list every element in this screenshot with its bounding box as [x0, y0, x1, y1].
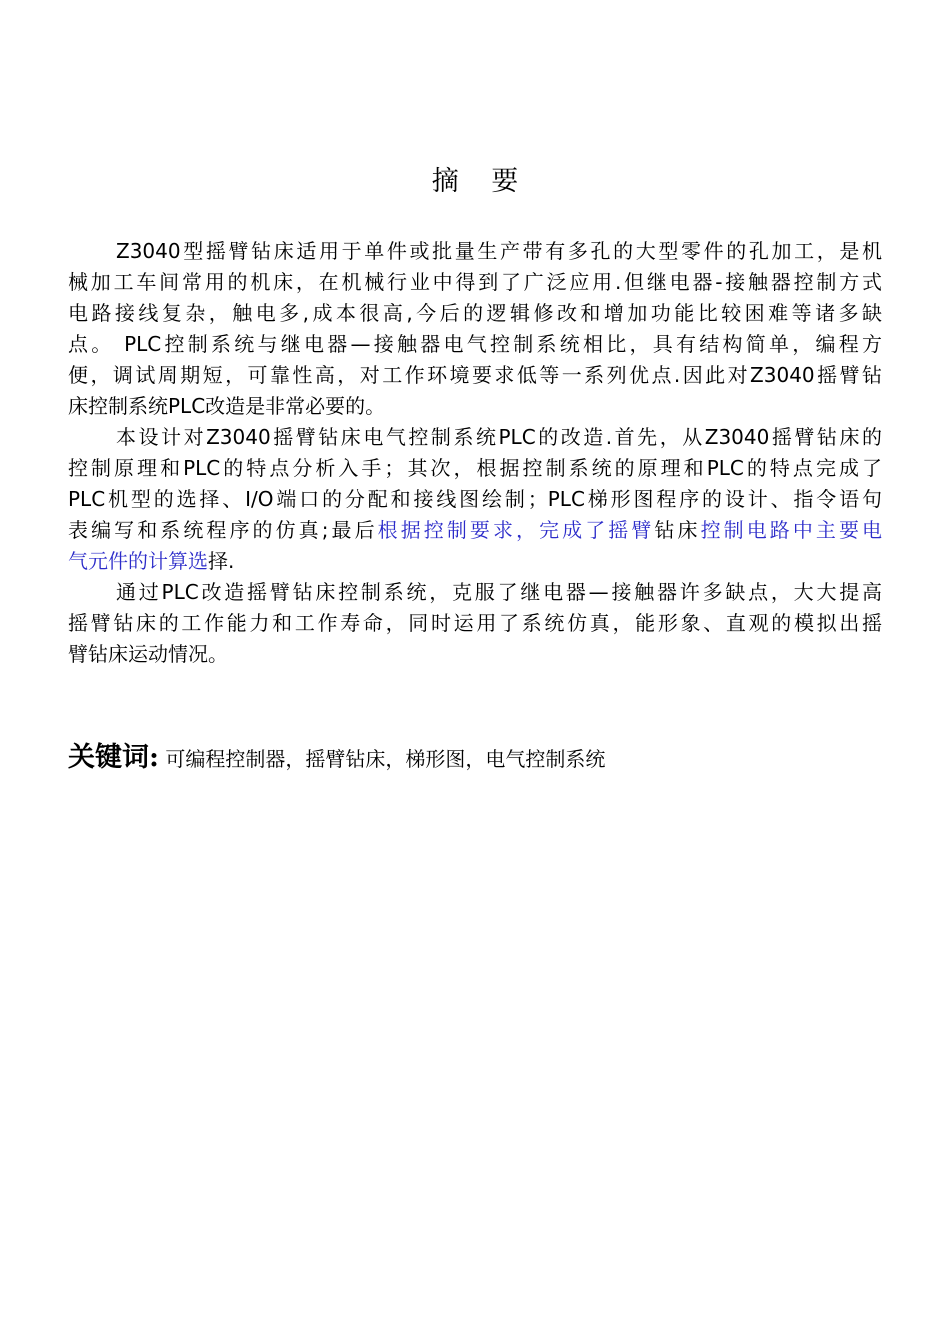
p1-line-5: 便，调试周期短，可靠性高，对工作环境要求低等一系列优点.因此对Z3040摇臂钻 — [68, 363, 882, 387]
keywords-line — [68, 738, 882, 778]
p1-line-4: 点。 PLC控制系统与继电器—接触器电气控制系统相比，具有结构简单，编程方 — [68, 332, 882, 356]
p2-line-3: PLC机型的选择、I/O端口的分配和接线图绘制；PLC梯形图程序的设计、指令语句 — [68, 487, 882, 511]
p3-line-3: 臂钻床运动情况。 — [68, 642, 228, 666]
p1-line-6: 床控制系统PLC改造是非常必要的。 — [68, 394, 386, 418]
abstract-body — [68, 236, 882, 670]
p3-line-1: 通过PLC改造摇臂钻床控制系统，克服了继电器—接触器许多缺点，大大提高 — [116, 580, 882, 604]
p2-line-4-blue-2: 控制电路中主要电 — [700, 518, 882, 542]
p2-line-5-black: 择. — [208, 549, 235, 573]
paragraph-2 — [68, 422, 882, 577]
paragraph-3 — [68, 577, 882, 670]
p2-line-2: 控制原理和PLC的特点分析入手；其次，根据控制系统的原理和PLC的特点完成了 — [68, 456, 882, 480]
p1-line-1: Z3040型摇臂钻床适用于单件或批量生产带有多孔的大型零件的孔加工，是机 — [116, 239, 882, 263]
p2-line-5-blue: 气元件的计算选 — [68, 549, 208, 573]
p2-line-4-black-2: 钻床 — [654, 518, 701, 542]
abstract-title: 摘 要 — [431, 166, 531, 197]
p1-line-2: 械加工车间常用的机床，在机械行业中得到了广泛应用.但继电器-接触器控制方式 — [68, 270, 882, 294]
p3-line-2: 摇臂钻床的工作能力和工作寿命，同时运用了系统仿真，能形象、直观的模拟出摇 — [68, 611, 882, 635]
keywords-text: 可编程控制器，摇臂钻床，梯形图，电气控制系统 — [158, 747, 606, 771]
p2-line-4-blue-1: 根据控制要求，完成了摇臂 — [377, 518, 655, 542]
paragraph-1 — [68, 236, 882, 422]
p2-line-4 — [68, 515, 882, 546]
p2-line-1: 本设计对Z3040摇臂钻床电气控制系统PLC的改造.首先，从Z3040摇臂钻床的 — [116, 425, 882, 449]
keywords-label: 关键词: — [68, 742, 159, 773]
p1-line-3: 电路接线复杂，触电多,成本很高,今后的逻辑修改和增加功能比较困难等诸多缺 — [68, 301, 882, 325]
p2-line-4-black: 表编写和系统程序的仿真;最后 — [68, 518, 378, 542]
p2-line-5 — [68, 546, 882, 577]
